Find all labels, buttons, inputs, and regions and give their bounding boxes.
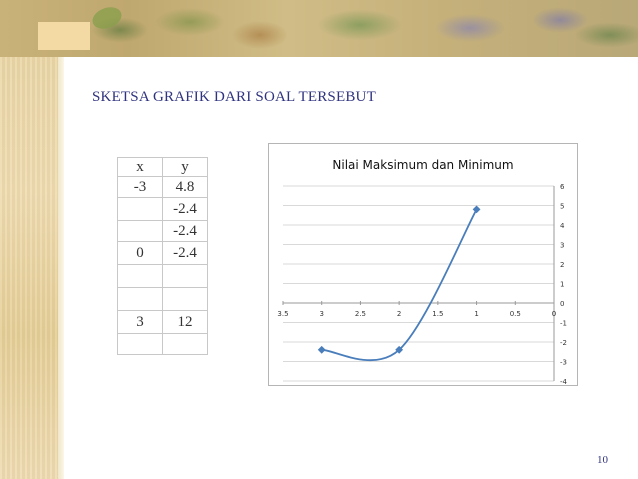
chart-plot [269,144,577,385]
y-tick-label: 4 [560,222,565,230]
table-cell-x: 0 [118,242,163,265]
left-strip-edge [58,0,64,479]
table-cell-x [118,334,163,355]
table-cell-y [163,265,208,288]
y-tick-label: -4 [560,378,567,385]
y-tick-label: 2 [560,261,565,269]
table-cell-y: -2.4 [163,198,208,221]
y-tick-label: 3 [560,241,565,250]
left-decorative-strip [0,0,62,479]
y-tick-label: -1 [560,319,567,328]
page-number: 10 [597,454,608,466]
table-cell-x: 3 [118,311,163,334]
y-tick-label: -2 [560,339,567,347]
header-y: y [163,158,208,177]
table-row [118,334,208,355]
top-decorative-banner [0,0,638,57]
table-cell-y: 12 [163,311,208,334]
y-tick-label: 1 [560,280,565,289]
y-tick-label: 5 [560,202,565,211]
header-x: x [118,158,163,177]
y-tick-label: 6 [560,183,565,191]
x-tick-label: 2 [396,310,402,318]
table-row [118,288,208,311]
table-cell-x [118,265,163,288]
x-tick-label: 1.5 [432,310,444,318]
series-line [322,209,477,360]
banner-leaf-image [89,3,124,32]
chart-title: Nilai Maksimum dan Minimum [332,158,514,172]
table-row [118,242,208,265]
table-cell-y [163,288,208,311]
chart-container [268,143,578,386]
y-tick-label: 0 [560,300,565,308]
table-cell-y: -2.4 [163,242,208,265]
data-point [473,206,479,212]
table-cell-x [118,221,163,242]
table-cell-x [118,288,163,311]
data-point [319,347,325,353]
table-row [118,198,208,221]
table-cell-y [163,334,208,355]
xy-data-table [117,157,208,355]
table-cell-y: 4.8 [163,177,208,198]
x-tick-label: 0.5 [509,310,521,318]
y-tick-label: -3 [560,358,567,367]
x-tick-label: 3 [319,310,324,318]
table-row [118,221,208,242]
slide-title: SKETSA GRAFIK DARI SOAL TERSEBUT [92,89,376,105]
table-cell-y: -2.4 [163,221,208,242]
x-tick-label: 2.5 [354,310,366,318]
table-row [118,311,208,334]
table-header-row [118,158,208,177]
banner-square [38,22,90,50]
x-tick-label: 3.5 [277,310,289,318]
table-row [118,177,208,198]
table-cell-x: -3 [118,177,163,198]
x-tick-label: 1 [474,310,479,318]
x-tick-label: 0 [551,310,557,318]
table-row [118,265,208,288]
table-cell-x [118,198,163,221]
